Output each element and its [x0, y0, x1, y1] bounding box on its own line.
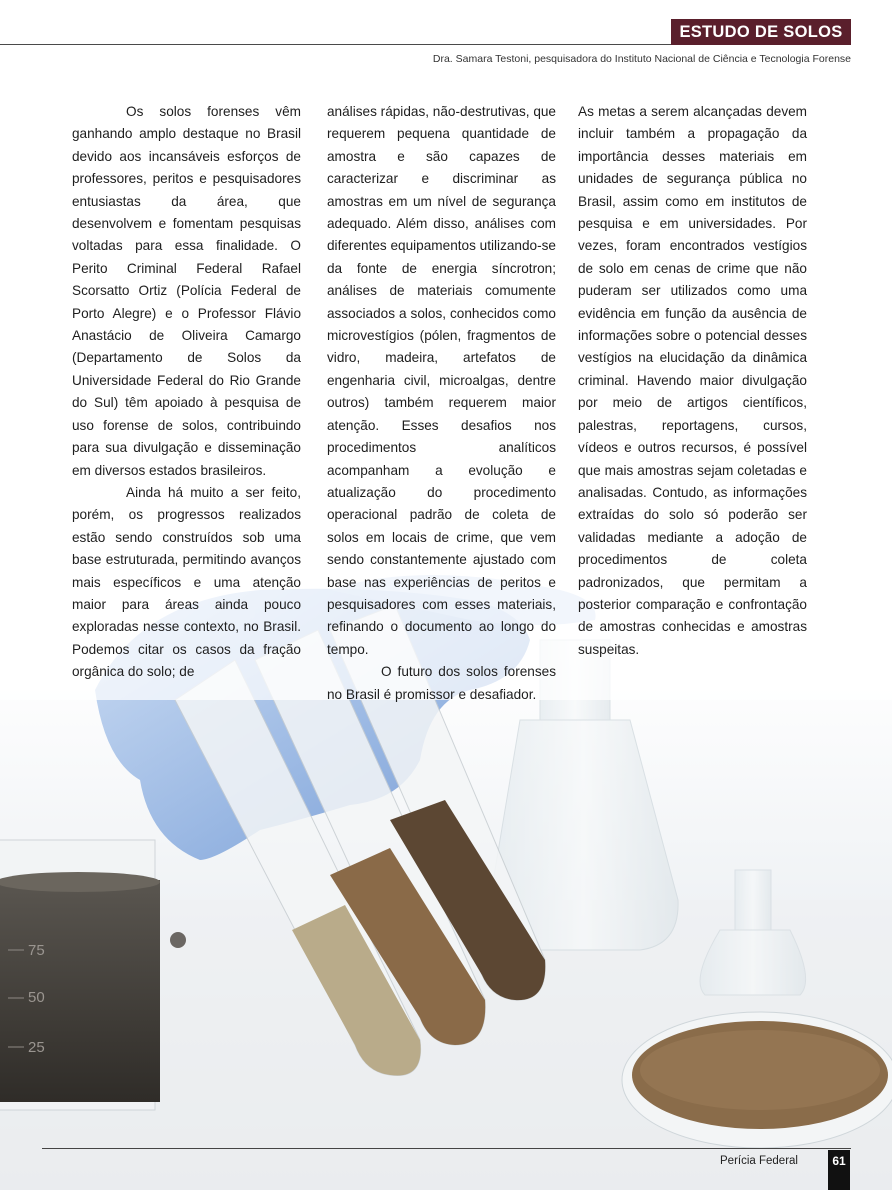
author-byline: Dra. Samara Testoni, pesquisadora do Instituto Nacional de Ciência e Tecnologia Forense	[432, 53, 851, 65]
paragraph: As metas a serem alcançadas devem incluir também a propagação da importância desses materiais em unidades de segurança pública no Brasil, assim como em institutos de pesquisa e em universidades. Por vezes, foram encontrados vestígios de solo em cenas de crime que não puderam ser utilizados como uma evidência em função da ausência de informações sobre o potencial desses vestígios na elucidação da dinâmica criminal. Havendo maior divulgação por meio de artigos científicos, palestras, reportagens, cursos, vídeos e outros recursos, é possível que mais amostras sejam coletadas e analisadas. Contudo, as informações extraídas do solo só poderão ser validadas mediante a adoção de procedimentos de coleta padronizados, que permitam a posterior comparação e confrontação de amostras conhecidas e amostras suspeitas.	[578, 104, 807, 657]
petri-dish	[622, 1012, 892, 1148]
paragraph: Os solos forenses vêm ganhando amplo destaque no Brasil devido aos incansáveis esforços de professores, peritos e pesquisadores entusiastas da área, que desenvolvem e fomentam pesquisas voltadas para essa finalidade. O Perito Criminal Federal Rafael Scorsatto Ortiz (Polícia Federal de Porto Alegre) e o Professor Flávio Anastácio de Oliveira Camargo (Departamento de Solos da Universidade Federal do Rio Grande do Sul) têm apoiado à pesquisa de uso forense de solos, contribuindo para sua divulgação e disseminação em diversos estados brasileiros.	[72, 104, 301, 478]
paragraph: análises rápidas, não-destrutivas, que requerem pequena quantidade de amostra e são capazes de caracterizar e discriminar as amostras em um nível de segurança adequado. Além disso, análises com diferentes equipamentos utilizando-se da fonte de energia síncrotron; análises de materiais comumente associados a solos, conhecidos como microvestígios (pólen, fragmentos de vidro, madeira, artefatos de engenharia civil, microalgas, dentre outros) também requerem maior atenção. Esses desafios nos procedimentos analíticos acompanham a evolução e atualização do procedimento operacional padrão de coleta de solos em locais de crime, que vem sendo constantemente ajustado com base nas experiências de peritos e pesquisadores com esses materiais, refinando o documento ao longo do tempo.	[327, 104, 556, 657]
article-column-2	[327, 101, 556, 706]
paragraph: Ainda há muito a ser feito, porém, os progressos realizados estão sendo construídos sob uma base estruturada, permitindo avanços mais específicos e uma atenção maior para áreas ainda pouco exploradas nesse contexto, no Brasil. Podemos citar os casos da fração orgânica do solo; de	[72, 484, 301, 680]
paragraph: O futuro dos solos forenses no Brasil é promissor e desafiador.	[327, 664, 556, 702]
beaker-mark-75: 75	[28, 942, 45, 959]
beaker-left	[0, 840, 160, 1110]
page-number: 61	[828, 1150, 850, 1190]
article-column-3	[578, 101, 807, 661]
footer-rule	[42, 1148, 851, 1149]
beaker-mark-50: 50	[28, 989, 45, 1006]
magazine-name: Perícia Federal	[720, 1155, 798, 1167]
article-column-1	[72, 101, 301, 684]
section-tag: ESTUDO DE SOLOS	[671, 19, 851, 45]
beaker-mark-25: 25	[28, 1039, 45, 1056]
